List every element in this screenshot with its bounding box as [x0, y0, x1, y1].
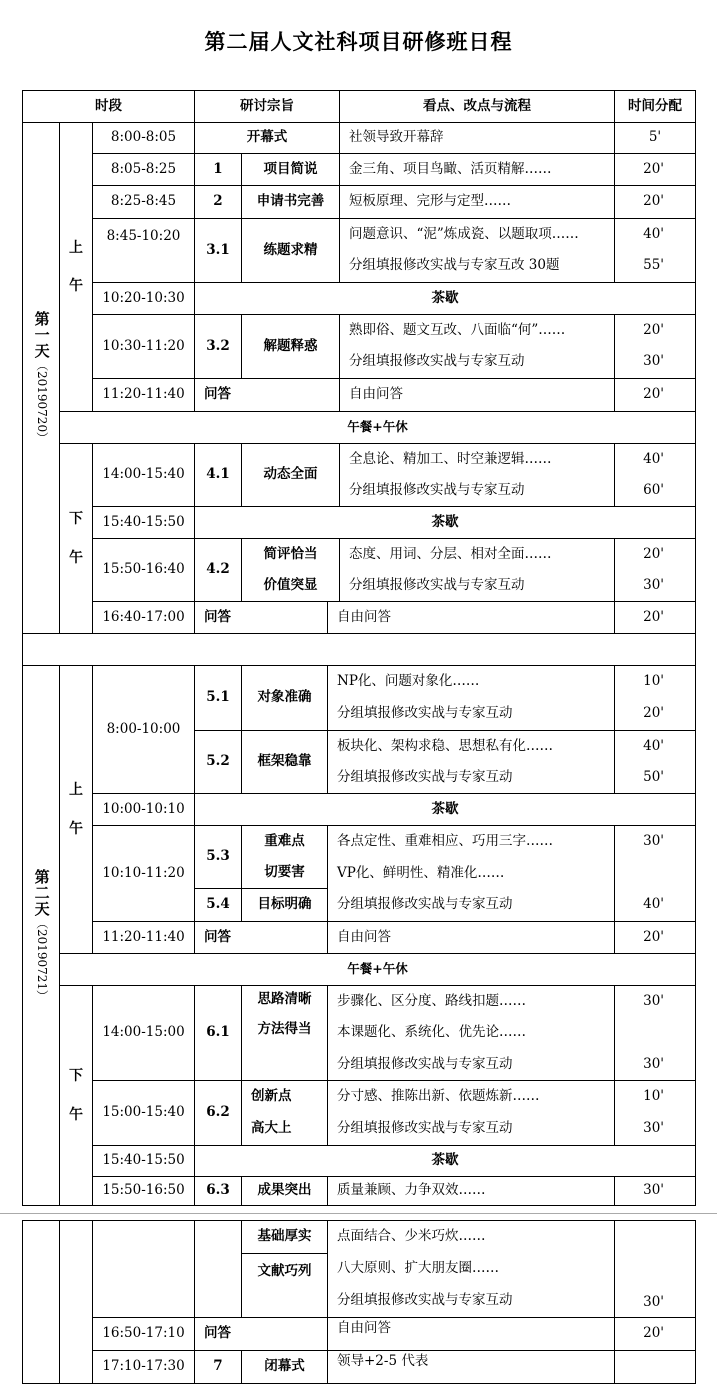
d2-r1b-purpose: 框架稳靠	[241, 730, 328, 794]
cont-half-cell	[59, 1220, 93, 1384]
d1-break-2: 茶歇	[194, 506, 696, 539]
day1-afternoon-label: 下 午	[59, 443, 93, 634]
d1-r1-point: 社领导致开幕辞	[339, 122, 615, 154]
cont-close-time: 17:10-17:30	[92, 1350, 195, 1384]
d1-r6-mins: 20' 30'	[614, 314, 696, 379]
d1-r1-time: 8:00-8:05	[92, 122, 195, 154]
d1-r1-purpose: 开幕式	[194, 122, 340, 154]
d1-r2-num: 1	[194, 153, 242, 186]
d2-r6-num: 6.2	[194, 1080, 242, 1146]
d1-r2-point: 金三角、项目鸟瞰、活页精解……	[339, 153, 615, 186]
d1-qa-1: 问答	[194, 378, 340, 412]
d1-r2-min: 20'	[614, 153, 696, 186]
d2-r8-min: 30'	[614, 1176, 696, 1206]
d1-free-qa-1: 自由问答	[339, 378, 615, 412]
header-time: 时间分配	[614, 90, 696, 123]
d1-r10-num: 4.2	[194, 538, 242, 602]
d1-lunch: 午餐+午休	[59, 411, 696, 444]
d1-r8-purpose: 动态全面	[241, 443, 340, 507]
day2-label	[22, 665, 60, 1206]
d2-r1b-points: 板块化、架构求稳、思想私有化…… 分组填报修改实战与专家互动	[327, 730, 615, 794]
d1-r8-time: 14:00-15:40	[92, 443, 195, 507]
day1-label	[22, 122, 60, 634]
d2-r5-points: 步骤化、区分度、路线扣题…… 本课题化、系统化、优先论…… 分组填报修改实战与专家互动	[327, 985, 615, 1081]
d1-r11-time: 16:40-17:00	[92, 601, 195, 634]
d1-r3-purpose: 申请书完善	[241, 185, 340, 219]
d1-r8-points: 全息论、精加工、时空兼逻辑…… 分组填报修改实战与专家互动	[339, 443, 615, 507]
d1-r6-time: 10:30-11:20	[92, 314, 195, 379]
d2-r8-point: 质量兼顾、力争双效……	[327, 1176, 615, 1206]
cont-r1-num	[194, 1220, 242, 1318]
cont-r1-purpose2: 文献巧列	[241, 1253, 328, 1318]
d2-qa-1: 问答	[194, 921, 328, 954]
d2-r3-num1: 5.3	[194, 825, 242, 889]
cont-r1-time	[92, 1220, 195, 1318]
cont-r1-points: 点面结合、少米巧炊…… 八大原则、扩大朋友圈…… 分组填报修改实战与专家互动	[327, 1220, 615, 1318]
cont-r1-min: 30'	[614, 1220, 696, 1318]
d2-r5-num: 6.1	[194, 985, 242, 1081]
d1-r7-min: 20'	[614, 378, 696, 412]
d2-r2-time: 10:00-10:10	[92, 793, 195, 826]
cont-close-purpose: 闭幕式	[241, 1350, 328, 1384]
d2-r8-num: 6.3	[194, 1176, 242, 1206]
d1-free-qa-2: 自由问答	[327, 601, 615, 634]
d1-r4-mins: 40' 55'	[614, 218, 696, 283]
cont-qa-min: 20'	[614, 1317, 696, 1351]
d2-r1-time: 8:00-10:00	[92, 665, 195, 794]
d2-break-2: 茶歇	[194, 1145, 696, 1177]
header-points: 看点、改点与流程	[339, 90, 615, 123]
d1-r3-num: 2	[194, 185, 242, 219]
cont-free-qa: 自由问答	[327, 1317, 615, 1351]
d1-r6-num: 3.2	[194, 314, 242, 379]
d1-r4-purpose: 练题求精	[241, 218, 340, 283]
day1-morning-label: 上 午	[59, 122, 93, 412]
d2-r6-time: 15:00-15:40	[92, 1080, 195, 1146]
d2-r4-min: 20'	[614, 921, 696, 954]
d2-r4-time: 11:20-11:40	[92, 921, 195, 954]
d1-r8-num: 4.1	[194, 443, 242, 507]
d2-r3-time: 10:10-11:20	[92, 825, 195, 922]
day2-afternoon-label: 下 午	[59, 985, 93, 1206]
header-purpose: 研讨宗旨	[194, 90, 340, 123]
d1-r3-min: 20'	[614, 185, 696, 219]
d2-r1a-mins: 10' 20'	[614, 665, 696, 731]
d2-r1b-num: 5.2	[194, 730, 242, 794]
d1-r6-purpose: 解题释惑	[241, 314, 340, 379]
cont-day-cell	[22, 1220, 60, 1384]
d2-free-qa-1: 自由问答	[327, 921, 615, 954]
d2-lunch: 午餐+午休	[59, 953, 696, 986]
day2-morning-label: 上 午	[59, 665, 93, 954]
d2-r8-purpose: 成果突出	[241, 1176, 328, 1206]
d2-r3-mins: 30' 40'	[614, 825, 696, 922]
d1-r3-point: 短板原理、完形与定型……	[339, 185, 615, 219]
cont-close-point: 领导+2-5 代表	[327, 1350, 615, 1384]
d1-r10-purpose: 简评恰当 价值突显	[241, 538, 340, 602]
d1-r8-mins: 40' 60'	[614, 443, 696, 507]
page-break-line	[0, 1213, 717, 1214]
d2-r8-time: 15:50-16:50	[92, 1176, 195, 1206]
d2-break-1: 茶歇	[194, 793, 696, 826]
header-period: 时段	[22, 90, 195, 123]
d1-r4-time: 8:45-10:20	[92, 218, 195, 283]
d1-r10-points: 态度、用词、分层、相对全面…… 分组填报修改实战与专家互动	[339, 538, 615, 602]
cont-qa-time: 16:50-17:10	[92, 1317, 195, 1351]
d1-r4-points: 问题意识、“泥”炼成瓷、以题取项…… 分组填报修改实战与专家互改 30题	[339, 218, 615, 283]
d1-r2-purpose: 项目简说	[241, 153, 340, 186]
d1-r11-min: 20'	[614, 601, 696, 634]
d2-r6-points: 分寸感、推陈出新、依题炼新…… 分组填报修改实战与专家互动	[327, 1080, 615, 1146]
d1-r3-time: 8:25-8:45	[92, 185, 195, 219]
d1-r6-points: 熟即俗、题文互改、八面临“何”…… 分组填报修改实战与专家互动	[339, 314, 615, 379]
day1-name: 第一天	[32, 311, 51, 360]
cont-close-num: 7	[194, 1350, 242, 1384]
d1-r5-time: 10:20-10:30	[92, 282, 195, 315]
day2-date: （20190721）	[34, 916, 49, 1003]
d1-r2-time: 8:05-8:25	[92, 153, 195, 186]
cont-close-min	[614, 1350, 696, 1384]
d2-r3-points: 各点定性、重难相应、巧用三字…… VP化、鲜明性、精准化…… 分组填报修改实战与专家互动	[327, 825, 615, 922]
d2-r3-num2: 5.4	[194, 888, 242, 922]
day-separator-row	[22, 633, 696, 666]
d2-r1b-mins: 40' 50'	[614, 730, 696, 794]
d1-r10-mins: 20' 30'	[614, 538, 696, 602]
d1-r7-time: 11:20-11:40	[92, 378, 195, 412]
d2-r5-mins: 30' 30'	[614, 985, 696, 1081]
day2-name: 第二天	[32, 868, 51, 917]
page-title: 第二届人文社科项目研修班日程	[204, 30, 513, 54]
d1-r10-time: 15:50-16:40	[92, 538, 195, 602]
d2-r3-purpose1: 重难点 切要害	[241, 825, 328, 889]
d2-r6-mins: 10' 30'	[614, 1080, 696, 1146]
cont-qa: 问答	[194, 1317, 328, 1351]
day1-date: （20190720）	[34, 359, 49, 445]
d2-r3-purpose2: 目标明确	[241, 888, 328, 922]
d2-r5-purpose: 思路清晰 方法得当	[241, 985, 328, 1081]
d2-r5-time: 14:00-15:00	[92, 985, 195, 1081]
d2-r6-purpose: 创新点 高大上	[241, 1080, 328, 1146]
cont-r1-purpose1: 基础厚实	[241, 1220, 328, 1254]
d1-qa-2: 问答	[194, 601, 328, 634]
d1-r4-num: 3.1	[194, 218, 242, 283]
d1-r1-min: 5'	[614, 122, 696, 154]
d1-break-1: 茶歇	[194, 282, 696, 315]
d2-r1a-purpose: 对象准确	[241, 665, 328, 731]
d2-r1a-points: NP化、问题对象化…… 分组填报修改实战与专家互动	[327, 665, 615, 731]
d2-r1a-num: 5.1	[194, 665, 242, 731]
d1-r9-time: 15:40-15:50	[92, 506, 195, 539]
d2-r7-time: 15:40-15:50	[92, 1145, 195, 1177]
